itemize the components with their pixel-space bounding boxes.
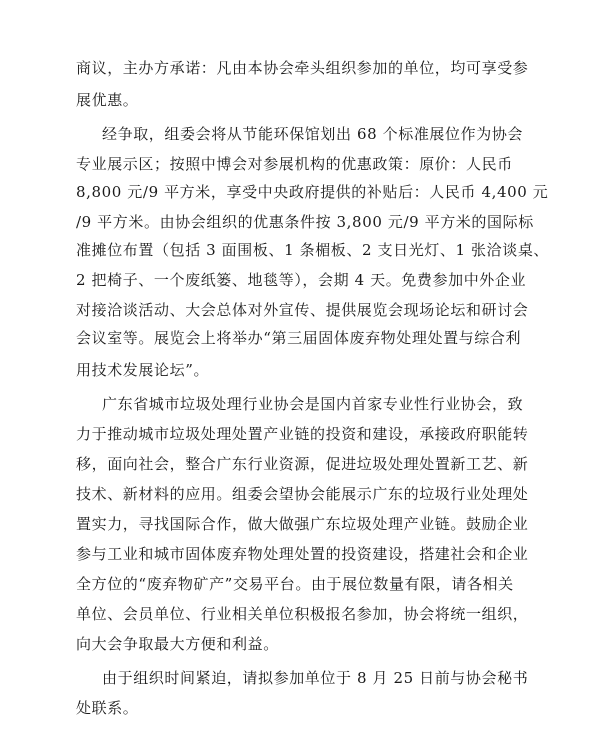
text-line: 置实力，寻找国际合作，做大做强广东垃圾处理产业链。鼓励企业: [76, 515, 529, 533]
text-line: 处联系。: [76, 699, 139, 717]
paragraph-first-line: 广东省城市垃圾处理行业协会是国内首家专业性行业协会，致: [102, 395, 524, 413]
text-line: 商议，主办方承诺：凡由本协会牵头组织参加的单位，均可享受参: [76, 59, 529, 77]
paragraph-first-line: 经争取，组委会将从节能环保馆划出 68 个标准展位作为协会: [102, 125, 524, 143]
text-line: 全方位的“废弃物矿产”交易平台。由于展位数量有限，请各相关: [76, 575, 514, 593]
text-line: 用技术发展论坛”。: [76, 361, 210, 379]
text-line: 对接洽谈活动、大会总体对外宣传、提供展览会现场论坛和研讨会: [76, 301, 529, 319]
paragraph-first-line: 由于组织时间紧迫，请拟参加单位于 8 月 25 日前与协会秘书: [102, 669, 529, 687]
text-line: 专业展示区；按照中博会对参展机构的优惠政策：原价：人民币: [76, 155, 513, 173]
text-line: 参与工业和城市固体废弃物处理处置的投资建设，搭建社会和企业: [76, 545, 529, 563]
text-line: 准摊位布置（包括 3 面围板、1 条楣板、2 支日光灯、1 张洽谈桌、: [76, 241, 550, 259]
text-line: 技术、新材料的应用。组委会望协会能展示广东的垃圾行业处理处: [76, 485, 529, 503]
text-line: 移，面向社会，整合广东行业资源，促进垃圾处理处置新工艺、新: [76, 455, 529, 473]
text-line: 向大会争取最大方便和利益。: [76, 635, 279, 653]
text-line: 单位、会员单位、行业相关单位积极报名参加，协会将统一组织，: [76, 605, 529, 623]
text-line: 力于推动城市垃圾处理处置产业链的投资和建设，承接政府职能转: [76, 425, 529, 443]
text-line: 展优惠。: [76, 91, 139, 109]
text-line: /9 平方米。由协会组织的优惠条件按 3,800 元/9 平方米的国际标: [76, 213, 534, 231]
text-line: 2 把椅子、一个废纸篓、地毯等），会期 4 天。免费参加中外企业: [76, 271, 527, 289]
text-line: 会议室等。展览会上将举办“第三届固体废弃物处理处置与综合利: [76, 329, 522, 347]
text-line: 8,800 元/9 平方米，享受中央政府提供的补贴后：人民币 4,400 元: [76, 183, 549, 201]
